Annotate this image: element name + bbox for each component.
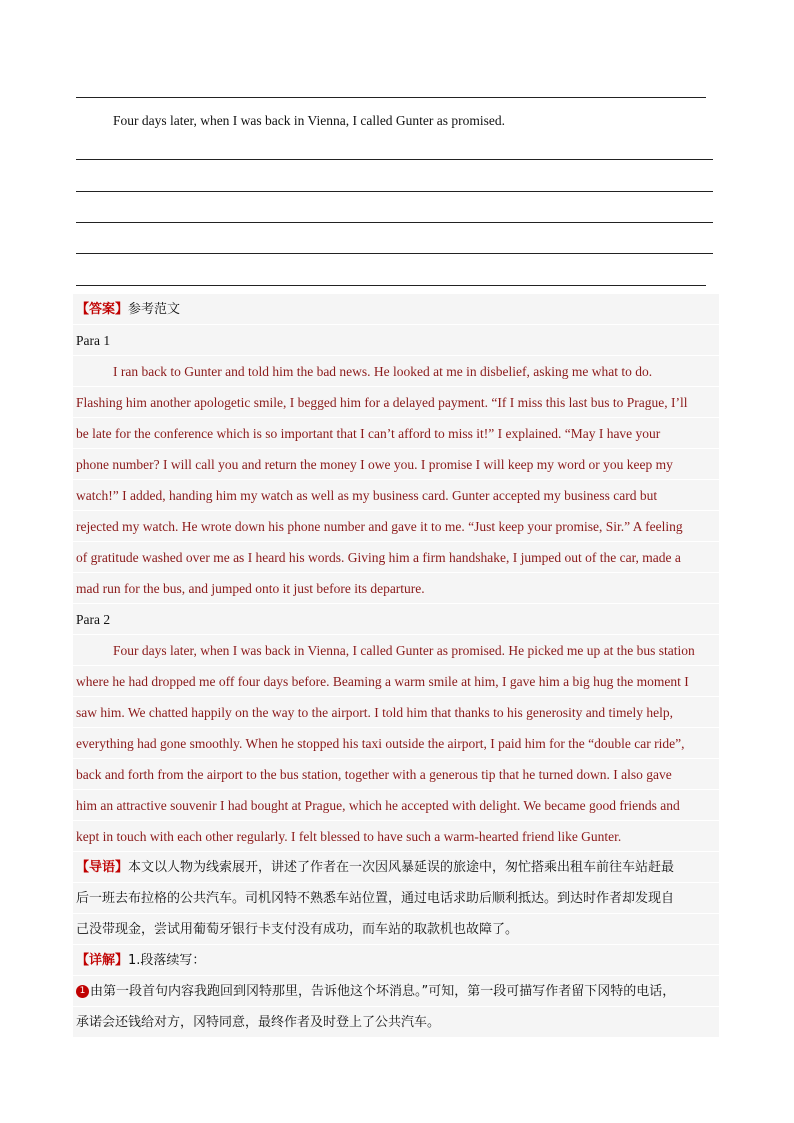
- guide-line: [73, 883, 719, 914]
- para2-line: Four days later, when I was back in Vienna, I called Gunter as promised. He picked me up at the bus station: [73, 635, 719, 666]
- para2-label: Para 2: [73, 604, 719, 635]
- answer-title: 参考范文: [128, 302, 181, 317]
- answer-heading: [73, 294, 719, 325]
- guide-tag: 【导语】: [76, 860, 129, 875]
- answer-section: [73, 294, 719, 1038]
- para1-line: Flashing him another apologetic smile, I begged him for a delayed payment. “If I miss this last bus to Prague, I’ll: [73, 387, 719, 418]
- detail-text: 承诺会还钱给对方，冈特同意，最终作者及时登上了公共汽车。: [76, 1015, 441, 1030]
- para2-line: back and forth from the airport to the bus station, together with a generous tip that he turned down. I also gave: [73, 759, 719, 790]
- para1-line: watch!” I added, handing him my watch as well as my business card. Gunter accepted my business card but: [73, 480, 719, 511]
- detail-title: 1.段落续写：: [128, 953, 206, 968]
- writing-line: [76, 285, 706, 286]
- guide-text: 后一班去布拉格的公共汽车。司机冈特不熟悉车站位置，通过电话求助后顺利抵达。到达时作者却发现自: [76, 891, 675, 906]
- detail-heading: [73, 945, 719, 976]
- para1-line: rejected my watch. He wrote down his phone number and gave it to me. “Just keep your promise, Sir.” A feeling: [73, 511, 719, 542]
- para2-line: everything had gone smoothly. When he stopped his taxi outside the airport, I paid him for the “double car ride”,: [73, 728, 719, 759]
- para1-line: phone number? I will call you and return the money I owe you. I promise I will keep my word or you keep my: [73, 449, 719, 480]
- para1-line: I ran back to Gunter and told him the bad news. He looked at me in disbelief, asking me what to do.: [73, 356, 719, 387]
- detail-line: [73, 976, 719, 1007]
- guide-line: [73, 914, 719, 945]
- para1-line: mad run for the bus, and jumped onto it just before its departure.: [73, 573, 719, 604]
- para1-line: be late for the conference which is so important that I can’t afford to miss it!” I explained. “May I have your: [73, 418, 719, 449]
- guide-text: 己没带现金，尝试用葡萄牙银行卡支付没有成功，而车站的取款机也故障了。: [76, 922, 519, 937]
- para1-line: of gratitude washed over me as I heard his words. Giving him a firm handshake, I jumped out of the car, made a: [73, 542, 719, 573]
- para2-line: kept in touch with each other regularly. I felt blessed to have such a warm-hearted friend like Gunter.: [73, 821, 719, 852]
- detail-tag: 【详解】: [76, 953, 129, 968]
- answer-tag: 【答案】: [76, 302, 129, 317]
- para2-line: saw him. We chatted happily on the way to the airport. I told him that thanks to his generosity and timely help,: [73, 697, 719, 728]
- writing-line: [76, 159, 713, 160]
- guide-text: 本文以人物为线索展开，讲述了作者在一次因风暴延误的旅途中，匆忙搭乘出租车前往车站赶最: [128, 860, 675, 875]
- guide-line: [73, 852, 719, 883]
- writing-line: [76, 97, 706, 98]
- detail-text: 由第一段首句内容我跑回到冈特那里，告诉他这个坏消息。”可知，第一段可描写作者留下冈特的电话，: [90, 984, 676, 999]
- writing-line: [76, 191, 713, 192]
- writing-line: [76, 253, 713, 254]
- para1-label: Para 1: [73, 325, 719, 356]
- writing-line: [76, 222, 713, 223]
- para2-line: where he had dropped me off four days before. Beaming a warm smile at him, I gave him a big hug the moment I: [73, 666, 719, 697]
- para2-line: him an attractive souvenir I had bought at Prague, which he accepted with delight. We became good friends and: [73, 790, 719, 821]
- continuation-prompt: Four days later, when I was back in Vienna, I called Gunter as promised.: [113, 113, 506, 128]
- point-number-badge: 1: [76, 985, 89, 998]
- detail-line: [73, 1007, 719, 1038]
